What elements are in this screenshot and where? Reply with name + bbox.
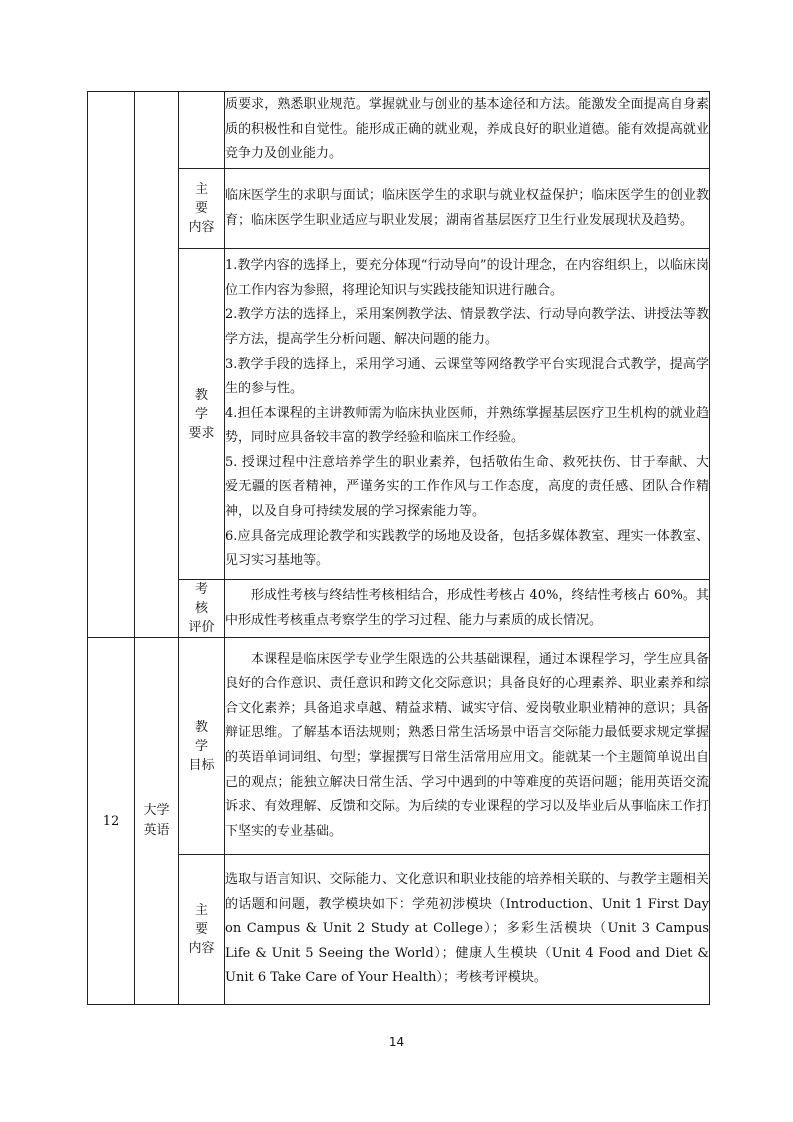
paragraph: 4.担任本课程的主讲教师需为临床执业医师，并熟练掌握基层医疗卫生机构的就业趋势，同时应具备较丰富的教学经验和临床工作经验。: [225, 405, 709, 446]
section-content: [225, 92, 710, 169]
section-content: [225, 580, 710, 638]
table-row: [88, 580, 710, 638]
paragraph: 本课程是临床医学专业学生限选的公共基础课程，通过本课程学习，学生应具备良好的合作意识、责任意识和跨文化交际意识；具备良好的心理素养、职业素养和综合文化素养；具备追求卓越、精益求精、诚实守信、爱岗敬业职业精神的意识；具备辩证思维。了解基本语法规则；熟悉日常生活场景中语言交际能力最低要求规定掌握的英语单词词组、句型；掌握撰写日常生活常用应用文。能就某一个主题简单说出自己的观点；能独立解决日常生活、学习中遇到的中等难度的英语问题；能用英语交流诉求、有效理解、反馈和交际。为后续的专业课程的学习以及毕业后从事临床工作打下坚实的专业基础。: [225, 651, 709, 839]
section-label: 教 学 要求: [188, 387, 215, 441]
section-label: 主 要 内容: [188, 903, 215, 956]
section-content: [225, 638, 710, 855]
table-row: [88, 169, 710, 249]
section-content: [225, 855, 710, 1005]
course-name-cell: [135, 92, 179, 638]
section-content: [225, 169, 710, 249]
course-number-cell: [88, 638, 135, 1005]
section-label-cell: [179, 249, 225, 580]
table-row: [88, 249, 710, 580]
table-row: [88, 855, 710, 1005]
paragraph: 6.应具备完成理论教学和实践教学的场地及设备，包括多媒体教室、理实一体教室、见习实习基地等。: [225, 528, 709, 569]
paragraph: 2.教学方法的选择上，采用案例教学法、情景教学法、行动导向教学法、讲授法等教学方法，提高学生分析问题、解决问题的能力。: [225, 307, 709, 347]
section-label-cell: [179, 855, 225, 1005]
course-number-cell: [88, 92, 135, 638]
table-row: [88, 638, 710, 855]
paragraph: 临床医学生的求职与面试；临床医学生的求职与就业权益保护；临床医学生的创业教育；临床医学生职业适应与职业发展；湖南省基层医疗卫生行业发展现状及趋势。: [225, 187, 709, 228]
table-row: [88, 92, 710, 169]
section-label: 教 学 目标: [188, 719, 215, 773]
section-label-cell: [179, 169, 225, 249]
section-label-cell: [179, 92, 225, 169]
goal-continuation-text: 质要求，熟悉职业规范。掌握就业与创业的基本途径和方法。能激发全面提高自身素质的积极性和自觉性。能形成正确的就业观，养成良好的职业道德。能有效提高就业竞争力及创业能力。: [225, 97, 709, 162]
section-label: 主 要 内容: [188, 182, 215, 235]
course-name: 大学 英语: [143, 803, 170, 838]
page-number: 14: [388, 1035, 405, 1049]
paragraph: 1.教学内容的选择上，要充分体现“行动导向”的设计理念，在内容组织上，以临床岗位工作内容为参照，将理论知识与实践技能知识进行融合。: [225, 258, 709, 298]
paragraph: 3.教学手段的选择上，采用学习通、云课堂等网络教学平台实现混合式教学，提高学生的参与性。: [225, 356, 709, 397]
section-content: [225, 249, 710, 580]
paragraph: 选取与语言知识、交际能力、文化意识和职业技能的培养相关联的、与教学主题相关的话题和问题，教学模块如下：学苑初涉模块（Introduction、Unit 1 First Day on Campus & Unit 2 Study at College）；多彩生活模块（Unit 3 Campus Life & Unit 5 Seeing the World）；健康人生模块（Unit 4 Food and Diet & Unit 6 Take Care of Your Health）；考核考评模块。: [225, 872, 709, 986]
section-label-cell: [179, 638, 225, 855]
course-table: [87, 91, 710, 1005]
section-label: 考 核 评价: [188, 582, 215, 635]
paragraph: 5. 授课过程中注意培养学生的职业素养，包括敬佑生命、救死扶伤、甘于奉献、大爱无疆的医者精神，严谨务实的工作作风与工作态度，高度的责任感、团队合作精神，以及自身可持续发展的学习探索能力等。: [225, 454, 709, 520]
course-name-cell: [135, 638, 179, 1005]
section-label-cell: [179, 580, 225, 638]
course-number: 12: [102, 813, 120, 829]
paragraph: 形成性考核与终结性考核相结合，形成性考核占 40%，终结性考核占 60%。其中形成性考核重点考察学生的学习过程、能力与素质的成长情况。: [225, 587, 709, 628]
